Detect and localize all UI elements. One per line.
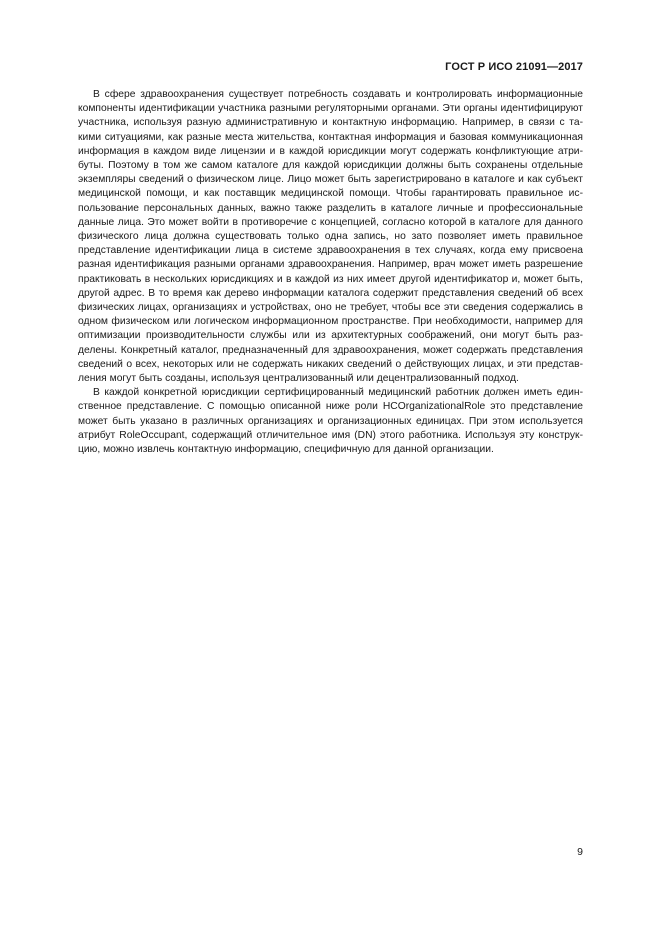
page-number: 9 [577,846,583,858]
paragraph-2: В каждой конкретной юрисдикции сертифицированный медицинский работник должен иметь единственное представление. С помощью описанной ниже роли HCOrganizationalRole это представление может быть указано в различных организациях и организационных единицах. При этом используется атрибут RoleOccupant, содержащий отличительное имя (DN) этого работника. Используя эту конструкцию, можно извлечь контактную информацию, специфичную для данной организации. [78,387,583,456]
document-body [78,88,583,457]
paragraph-1: В сфере здравоохранения существует потребность создавать и контролировать информационные компоненты идентификации участника разными регуляторными органами. Эти органы идентифицируют участника, используя разную административную и контактную информацию. Например, в связи с такими ситуациями, как разные места жительства, контактная информация и базовая коммуникационная информация в каждом виде лицензии и в каждой юрисдикции могут содержать конфликтующие атрибуты. Поэтому в том же самом каталоге для каждой юрисдикции должны быть сохранены отдельные экземпляры сведений о физическом лице. Лицо может быть зарегистрировано в каталоге и как субъект медицинской помощи, и как поставщик медицинской помощи. Чтобы гарантировать правильное использование персональных данных, важно также разделить в каталоге личные и профессиональные данные лица. Это может войти в противоречие с концепцией, согласно которой в каталоге для данного физического лица должна существовать только одна запись, но зато позволяет иметь правильное представление идентификации лица в системе здравоохранения в тех случаях, когда ему присвоена разная идентификация разными органами здравоохранения. Например, врач может иметь разрешение практиковать в нескольких юрисдикциях и в каждой из них имеет другой идентификатор и, может быть, другой адрес. В то время как дерево информации каталога содержит представления сведений об всех физических лицах, организациях и устройствах, оно не требует, чтобы все эти сведения содержались в одном физическом или логическом информационном пространстве. При необходимости, например для оптимизации производительности службы или из архитектурных соображений, они могут быть разделены. Конкретный каталог, предназначенный для здравоохранения, может содержать представления сведений о всех, некоторых или не содержать никаких сведений о действующих лицах, и эти представления могут быть созданы, используя централизованный или децентрализованный подход. [78,89,583,385]
page-header-standard-id: ГОСТ Р ИСО 21091—2017 [445,61,583,73]
